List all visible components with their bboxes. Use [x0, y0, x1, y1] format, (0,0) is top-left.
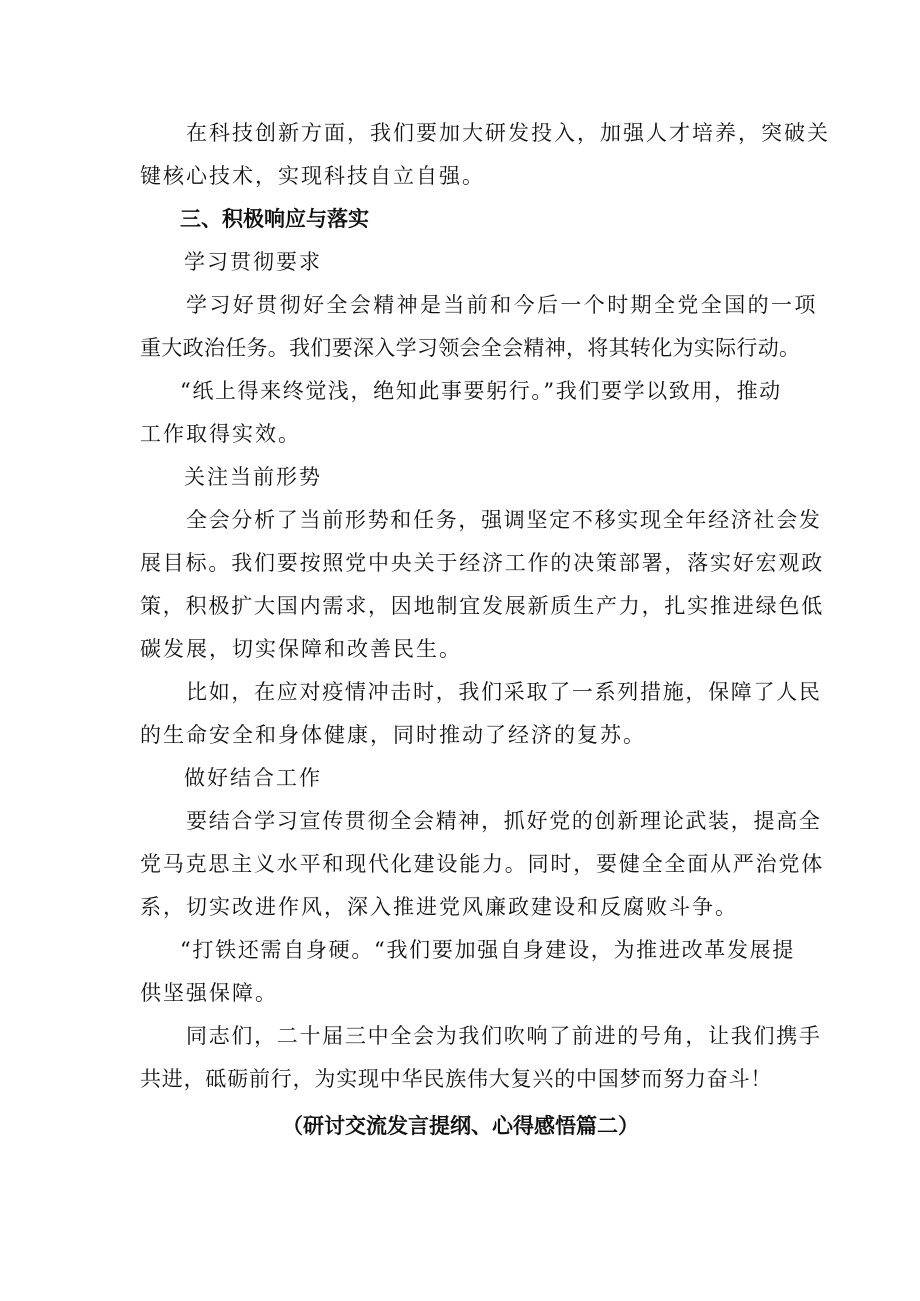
subheading: 做好结合工作: [184, 766, 322, 790]
paragraph-line: 在科技创新方面，我们要加大研发投入，加强人才培养，突破关: [186, 121, 830, 145]
paragraph-line: 比如，在应对疫情冲击时，我们采取了一系列措施，保障了人民: [186, 680, 822, 704]
paragraph-line: 重大政治任务。我们要深入学习领会全会精神，将其转化为实际行动。: [140, 336, 801, 360]
subheading: 学习贯彻要求: [184, 250, 322, 274]
paragraph-line: 学习好贯彻好全会精神是当前和今后一个时期全党全国的一项: [186, 293, 818, 317]
paragraph-line: 键核心技术，实现科技自立自强。: [140, 164, 485, 188]
paragraph-line: 系，切实改进作风，深入推进党风廉政建设和反腐败斗争。: [140, 895, 738, 919]
paragraph-line: 碳发展，切实保障和改善民生。: [140, 637, 462, 661]
paragraph-line: 工作取得实效。: [140, 422, 301, 446]
paragraph-line: “打铁还需自身硬。“我们要加强自身建设，为推进改革发展提: [180, 938, 796, 962]
paragraph-line: 共进，砥砺前行，为实现中华民族伟大复兴的中国梦而努力奋斗！: [140, 1067, 773, 1091]
paragraph-line: 同志们，二十届三中全会为我们吹响了前进的号角，让我们携手: [186, 1024, 822, 1048]
paragraph-line: 展目标。我们要按照党中央关于经济工作的决策部署，落实好宏观政: [140, 551, 824, 575]
paragraph-line: 党马克思主义水平和现代化建设能力。同时，要健全全面从严治党体: [140, 852, 824, 876]
section-heading: 三、积极响应与落实: [180, 207, 369, 231]
paragraph-line: 供坚强保障。: [140, 981, 278, 1005]
paragraph-line: “纸上得来终觉浅，绝知此事要躬行。”我们要学以致用，推动: [180, 379, 782, 403]
paragraph-line: 要结合学习宣传贯彻全会精神，抓好党的创新理论武装，提高全: [186, 809, 822, 833]
paragraph-line: 的生命安全和身体健康，同时推动了经济的复苏。: [140, 723, 646, 747]
subheading: 关注当前形势: [184, 465, 322, 489]
next-section-title: （研讨交流发言提纲、心得感悟篇二）: [282, 1114, 639, 1138]
paragraph-line: 策，积极扩大国内需求，因地制宜发展新质生产力，扎实推进绿色低: [140, 594, 824, 618]
paragraph-line: 全会分析了当前形势和任务，强调坚定不移实现全年经济社会发: [186, 508, 822, 532]
